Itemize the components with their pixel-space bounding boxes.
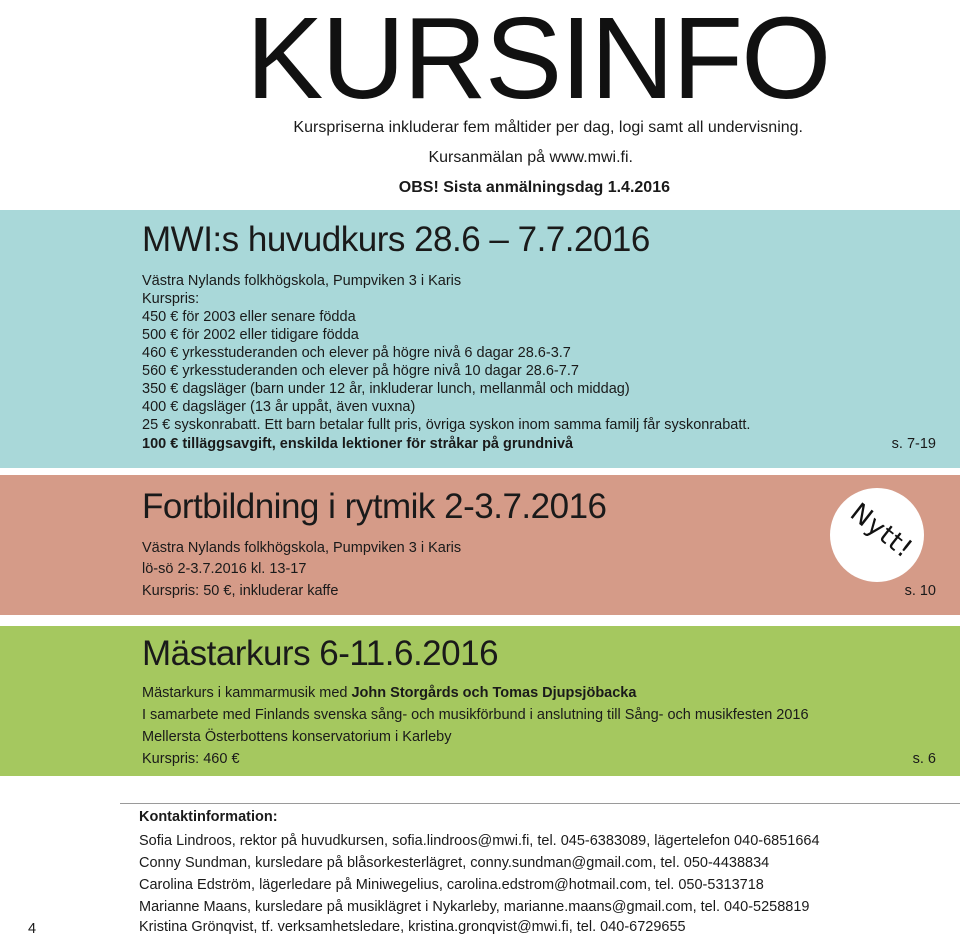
- new-badge: [830, 488, 924, 582]
- master-course-heading: Mästarkurs 6-11.6.2016: [142, 634, 499, 673]
- master-course-teachers-prefix: Mästarkurs i kammarmusik med: [142, 685, 352, 701]
- main-course-price-line: 350 € dagsläger (barn under 12 år, inkluderar lunch, mellanmål och middag): [142, 381, 630, 397]
- master-course-page-ref: s. 6: [912, 751, 936, 767]
- intro-registration: Kursanmälan på www.mwi.fi.: [428, 149, 633, 166]
- master-course-price: Kurspris: 460 €: [142, 751, 240, 767]
- main-course-sibling-discount: 25 € syskonrabatt. Ett barn betalar fullt pris, övriga syskon inom samma familj får syskonrabatt.: [142, 417, 751, 433]
- main-course-price-label: Kurspris:: [142, 291, 200, 307]
- main-course-price-line: 400 € dagsläger (13 år uppåt, även vuxna): [142, 399, 416, 415]
- page-number: 4: [28, 921, 37, 937]
- intro-prices: Kurspriserna inkluderar fem måltider per dag, logi samt all undervisning.: [293, 119, 803, 136]
- rhythm-course-page-ref: s. 10: [904, 583, 936, 599]
- master-course-location: Mellersta Österbottens konservatorium i Karleby: [142, 729, 452, 745]
- contact-title: Kontaktinformation:: [139, 809, 278, 825]
- main-course-price-line: 450 € för 2003 eller senare födda: [142, 309, 356, 325]
- new-badge-label: Nytt!: [844, 497, 919, 565]
- contact-line: Conny Sundman, kursledare på blåsorkesterlägret, conny.sundman@gmail.com, tel. 050-4438834: [139, 855, 770, 871]
- main-course-price-line: 500 € för 2002 eller tidigare födda: [142, 327, 359, 343]
- master-course-cooperation: I samarbete med Finlands svenska sång- och musikförbund i anslutning till Sång- och musikfesten 2016: [142, 707, 809, 723]
- main-course-price-line: 460 € yrkesstuderanden och elever på högre nivå 6 dagar 28.6-3.7: [142, 345, 571, 361]
- rhythm-course-location: Västra Nylands folkhögskola, Pumpviken 3 i Karis: [142, 540, 462, 556]
- master-course-teachers-names: John Storgårds och Tomas Djupsjöbacka: [351, 685, 637, 701]
- page-title: KURSINFO: [246, 0, 830, 123]
- intro-deadline: OBS! Sista anmälningsdag 1.4.2016: [398, 179, 670, 196]
- rhythm-course-heading: Fortbildning i rytmik 2-3.7.2016: [142, 487, 607, 526]
- master-course-teachers: [142, 685, 636, 702]
- contact-line: Kristina Grönqvist, tf. verksamhetsledare, kristina.gronqvist@mwi.fi, tel. 040-6729655: [139, 919, 686, 935]
- main-course-heading: MWI:s huvudkurs 28.6 – 7.7.2016: [142, 220, 650, 259]
- rhythm-course-time: lö-sö 2-3.7.2016 kl. 13-17: [142, 561, 307, 577]
- contact-line: Carolina Edström, lägerledare på Miniwegelius, carolina.edstrom@hotmail.com, tel. 050-5313718: [139, 877, 764, 893]
- main-course-lesson-fee: 100 € tilläggsavgift, enskilda lektioner för stråkar på grundnivå: [142, 436, 574, 452]
- main-course-location: Västra Nylands folkhögskola, Pumpviken 3 i Karis: [142, 273, 462, 289]
- main-course-price-line: 560 € yrkesstuderanden och elever på högre nivå 10 dagar 28.6-7.7: [142, 363, 579, 379]
- contact-line: Marianne Maans, kursledare på musiklägret i Nykarleby, marianne.maans@gmail.com, tel. 040-5258819: [139, 899, 810, 915]
- main-course-page-ref: s. 7-19: [891, 436, 936, 452]
- contact-divider: [120, 803, 960, 804]
- contact-line: Sofia Lindroos, rektor på huvudkursen, sofia.lindroos@mwi.fi, tel. 045-6383089, lägertelefon 040-6851664: [139, 833, 820, 849]
- rhythm-course-price: Kurspris: 50 €, inkluderar kaffe: [142, 583, 339, 599]
